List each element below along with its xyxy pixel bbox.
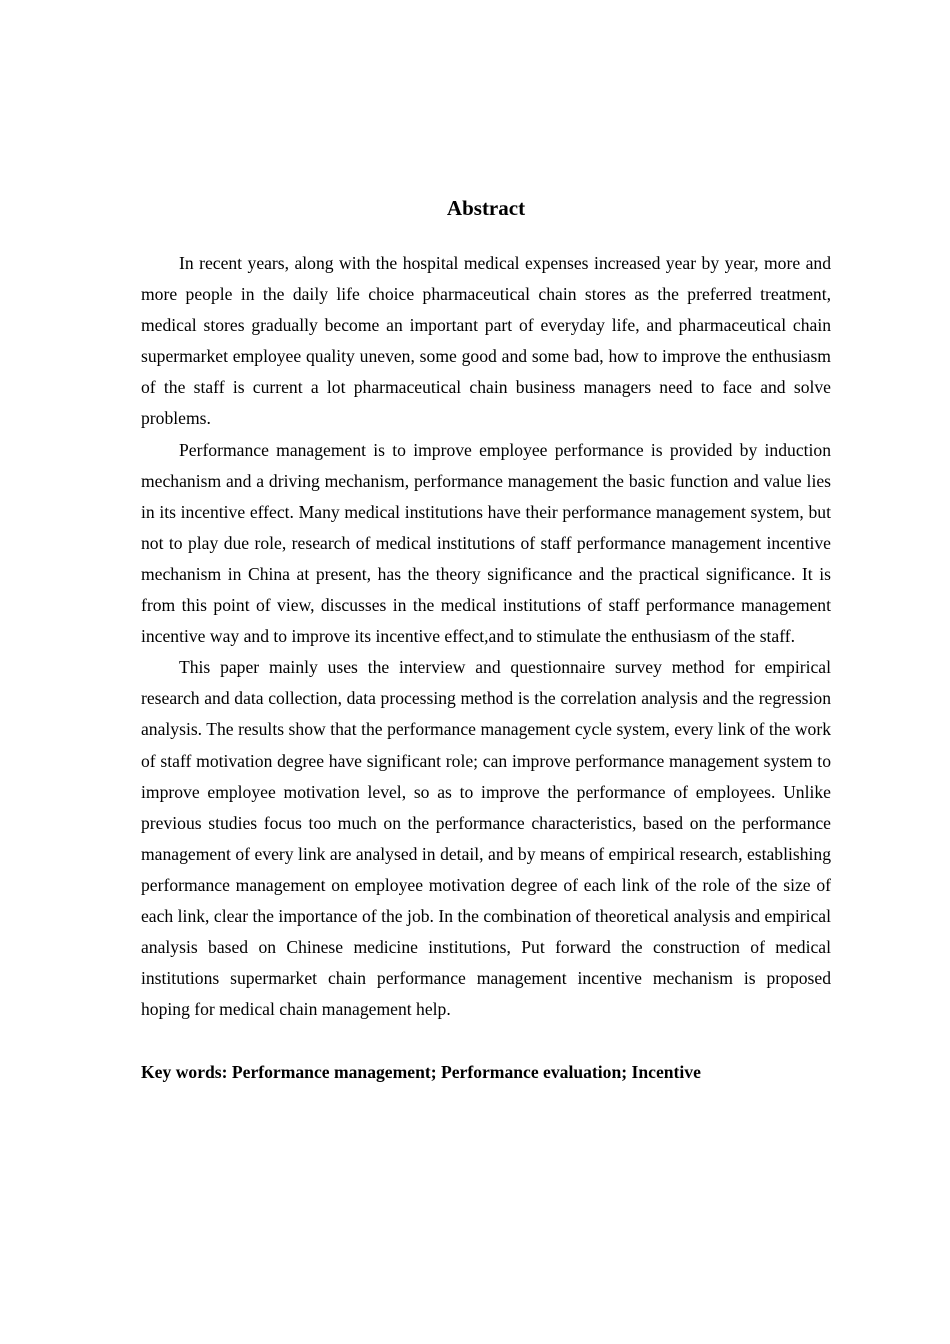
abstract-paragraph-2: Performance management is to improve employee performance is provided by induction mechanism and a driving mechanism, performance management the basic function and value lies in its incentive effect. Many medical institutions have their performance management system, but not to play due role, research of medical institutions of staff performance management incentive mechanism in China at present, has the theory significance and the practical significance. It is from this point of view, discusses in the medical institutions of staff performance management incentive way and to improve its incentive effect,and to stimulate the enthusiasm of the staff. (141, 439, 831, 647)
abstract-paragraph-1: In recent years, along with the hospital medical expenses increased year by year, more and more people in the daily life choice pharmaceutical chain stores as the preferred treatment, medical stores gradually become an important part of everyday life, and pharmaceutical chain supermarket employee quality uneven, some good and some bad, how to improve the enthusiasm of the staff is current a lot pharmaceutical chain business managers need to face and solve problems. (141, 253, 831, 429)
keywords-line: Key words: Performance management; Performance evaluation; Incentive (141, 1062, 701, 1083)
abstract-title: Abstract (446, 196, 526, 220)
abstract-page (141, 193, 831, 1088)
abstract-paragraph-3: This paper mainly uses the interview and questionnaire survey method for empirical research and data collection, data processing method is the correlation analysis and the regression analysis. The results show that the performance management cycle system, every link of the work of staff motivation degree have significant role; can improve performance management system to improve employee motivation level, so as to improve the performance of employees. Unlike previous studies focus too much on the performance characteristics, based on the performance management of every link are analysed in detail, and by means of empirical research, establishing performance management on employee motivation degree of each link of the role of the size of each link, clear the importance of the job. In the combination of theoretical analysis and empirical analysis based on Chinese medicine institutions, Put forward the construction of medical institutions supermarket chain performance management incentive mechanism is proposed hoping for medical chain management help. (141, 657, 831, 1020)
